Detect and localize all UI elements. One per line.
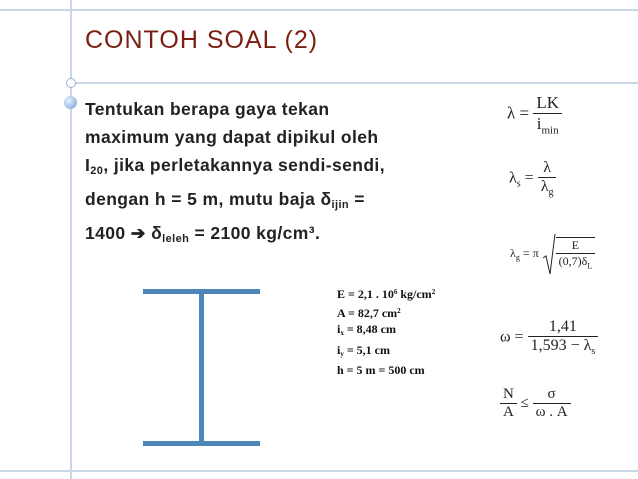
- formula-relative-slenderness: [509, 159, 556, 198]
- f4-numerator: 1,41: [528, 318, 599, 337]
- f4-lhs: ω =: [500, 328, 524, 346]
- f4-denominator: [528, 337, 599, 357]
- f1-lhs: λ =: [507, 103, 530, 123]
- given-parameters: [337, 284, 435, 379]
- f3-lhs: λ: [510, 245, 516, 260]
- f3-eq: = π: [519, 245, 539, 260]
- ijin-subscript: ijin: [331, 199, 350, 211]
- support-text: , jika perletakannya sendi-sendi,: [103, 155, 385, 175]
- frame-bottom-line: [0, 470, 638, 472]
- f4-den-text: 1,593 − λ: [530, 337, 592, 354]
- delta-symbol: δ: [145, 223, 163, 243]
- f1-den-symbol: i: [536, 114, 542, 133]
- problem-line-3: [85, 151, 495, 185]
- formula-slenderness: [507, 93, 562, 136]
- f4-den-sub: s: [591, 346, 596, 358]
- param-ix-sub: x: [340, 329, 344, 337]
- f2-denominator: [538, 178, 557, 198]
- f2-lhs-sub: s: [516, 178, 521, 190]
- beam-web: [199, 289, 204, 446]
- yield-value: = 2100 kg/cm³.: [189, 223, 321, 243]
- param-a: [337, 303, 435, 322]
- param-e-value: E = 2,1 . 10: [337, 287, 394, 301]
- f2-numerator: λ: [538, 159, 557, 178]
- param-e-unit-exp: 2: [431, 288, 436, 296]
- leleh-subscript: leleh: [162, 233, 190, 245]
- equals-text: =: [349, 189, 365, 209]
- bullet-orb-icon: [64, 96, 77, 109]
- problem-line-2: maximum yang dapat dipikul oleh: [85, 127, 379, 147]
- f4-fraction: [528, 318, 599, 357]
- f2-den-sub: g: [548, 187, 554, 199]
- problem-line-4: [85, 185, 495, 219]
- param-a-value: A = 82,7 cm: [337, 305, 398, 320]
- f5-fraction-1: [500, 386, 517, 421]
- f1-fraction: [533, 93, 562, 136]
- problem-line-1: Tentukan berapa gaya tekan: [85, 99, 330, 119]
- param-e-exp: 6: [393, 288, 398, 296]
- sqrt-icon: [542, 232, 596, 276]
- f3-den-text: (0,7)δ: [558, 254, 588, 269]
- f3-lhs-sub: g: [515, 253, 520, 263]
- radical-sign-icon: [542, 232, 556, 276]
- f3-denominator: [556, 254, 596, 270]
- problem-line-5: [85, 219, 495, 253]
- frame-left-line: [70, 0, 72, 479]
- frame-top-line: [0, 9, 638, 11]
- param-ix: [337, 321, 435, 342]
- profile-name: I: [85, 155, 91, 175]
- formula-buckling-factor: [500, 318, 598, 357]
- stress-value: 1400: [85, 223, 131, 243]
- f3-den-sub: L: [587, 261, 593, 271]
- f2-fraction: [538, 159, 557, 198]
- param-a-exp: 2: [397, 306, 401, 315]
- param-ix-value: = 8,48 cm: [343, 322, 397, 336]
- param-iy-value: = 5,1 cm: [343, 342, 391, 357]
- f5-numerator-2: σ: [533, 386, 571, 404]
- f5-operator: ≤: [520, 394, 529, 411]
- formula-limit-slenderness: [510, 232, 595, 276]
- f5-denominator-1: A: [503, 404, 514, 420]
- f2-lhs: λ: [509, 169, 517, 187]
- problem-text: [85, 95, 495, 253]
- beam-bottom-flange: [143, 441, 260, 446]
- param-iy-symbol: i: [337, 342, 341, 357]
- formula-stress-check: [500, 386, 571, 421]
- frame-ring-icon: [66, 78, 76, 88]
- slide-title: CONTOH SOAL (2): [85, 26, 319, 54]
- length-text: dengan h = 5 m, mutu baja δ: [85, 189, 332, 209]
- param-e: [337, 284, 435, 303]
- f2-den-symbol: λ: [540, 178, 549, 195]
- param-ix-symbol: i: [337, 322, 341, 336]
- f1-denominator: [533, 114, 562, 136]
- profile-subscript: 20: [90, 165, 104, 177]
- f1-numerator: LK: [533, 93, 562, 114]
- param-e-unit: kg/cm: [397, 287, 432, 301]
- arrow-icon: ➔: [130, 223, 146, 243]
- f3-fraction: [556, 238, 596, 270]
- f1-den-sub: min: [541, 124, 559, 137]
- f5-denominator-2: ω . A: [535, 404, 568, 420]
- frame-mid-line: [70, 82, 638, 84]
- f5-fraction-2: [533, 386, 571, 421]
- f5-numerator-1: N: [500, 386, 517, 404]
- param-h: h = 5 m = 500 cm: [337, 363, 425, 377]
- f3-numerator: E: [556, 238, 596, 254]
- param-iy: [337, 342, 435, 363]
- f2-eq: =: [520, 169, 534, 187]
- param-iy-sub: y: [340, 349, 344, 358]
